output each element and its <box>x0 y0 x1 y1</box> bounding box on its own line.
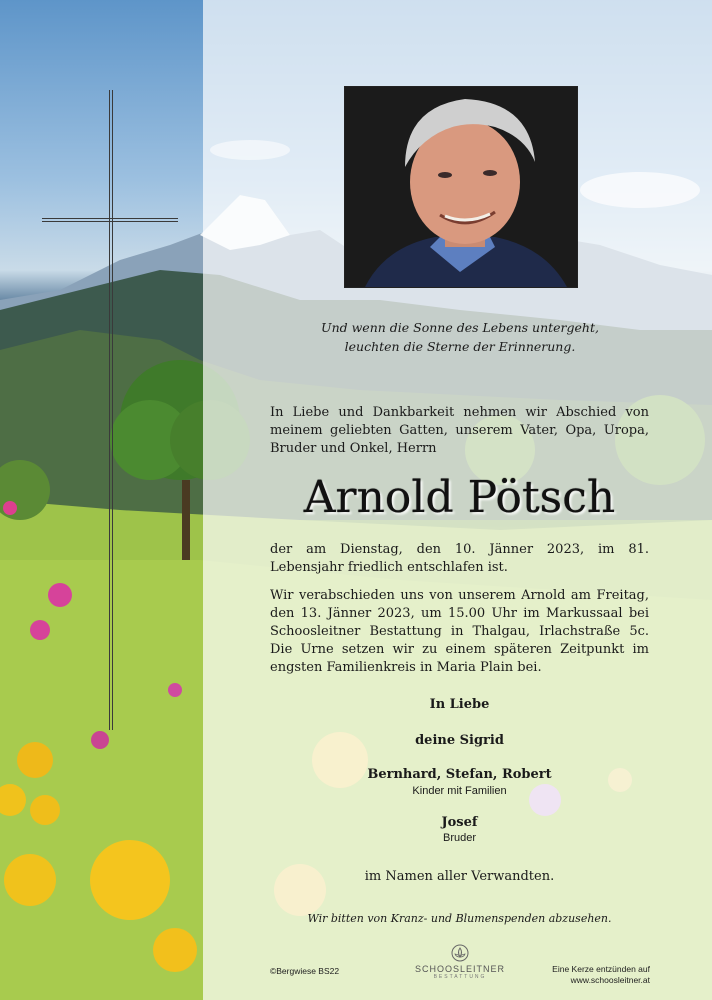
cross-icon-line <box>112 90 113 730</box>
brother-name: Josef <box>441 815 478 830</box>
farewell-text: Wir verabschieden uns von unserem Arnold am Freitag, den 13. Jänner 2023, um 15.00 Uhr im Markussaal bei Schoosleitner Bestattung in Thalgau, Irlachstraße 5c. Die Urne setzen wir zu einem späteren Zeitpunkt im engsten Familienkreis in Maria Plain bei. <box>270 588 649 675</box>
cross-icon <box>109 90 110 730</box>
portrait-image <box>345 87 577 287</box>
candle-link[interactable] <box>540 964 650 986</box>
cross-icon-bar-2 <box>42 221 178 222</box>
children-names: Bernhard, Stefan, Robert <box>367 767 552 782</box>
in-liebe-label: In Liebe <box>429 697 490 712</box>
intro-text: In Liebe und Dankbarkeit nehmen wir Abschied von meinem geliebten Gatten, unserem Vater, Opa, Uropa, Bruder und Onkel, Herrn <box>270 405 649 456</box>
candle-line-2[interactable]: www.schoosleitner.at <box>570 975 650 985</box>
logo-sub: BESTATTUNG <box>433 974 487 980</box>
candle-line-1: Eine Kerze entzünden auf <box>552 964 650 974</box>
funeral-home-logo[interactable] <box>410 944 510 980</box>
relatives-line: im Namen aller Verwandten. <box>364 869 555 884</box>
quote-line-1: Und wenn die Sonne des Lebens untergeht, <box>321 320 599 335</box>
image-credit: ©Bergwiese BS22 <box>270 966 340 976</box>
portrait-photo <box>344 86 578 288</box>
cross-icon-bar <box>42 218 178 219</box>
quote-line-2: leuchten die Sterne der Erinnerung. <box>344 339 576 354</box>
deceased-name: Arnold Pötsch <box>303 472 616 523</box>
brother-label: Bruder <box>442 832 477 844</box>
lotus-icon <box>451 944 469 962</box>
death-notice: der am Dienstag, den 10. Jänner 2023, im 81. Lebensjahr friedlich entschlafen ist. <box>270 542 649 575</box>
children-label: Kinder mit Familien <box>412 785 507 797</box>
donation-request: Wir bitten von Kranz- und Blumenspenden abzusehen. <box>307 912 612 925</box>
logo-name: SCHOOSLEITNER <box>414 964 505 974</box>
spouse-name: deine Sigrid <box>415 733 504 748</box>
memorial-quote <box>300 318 620 356</box>
